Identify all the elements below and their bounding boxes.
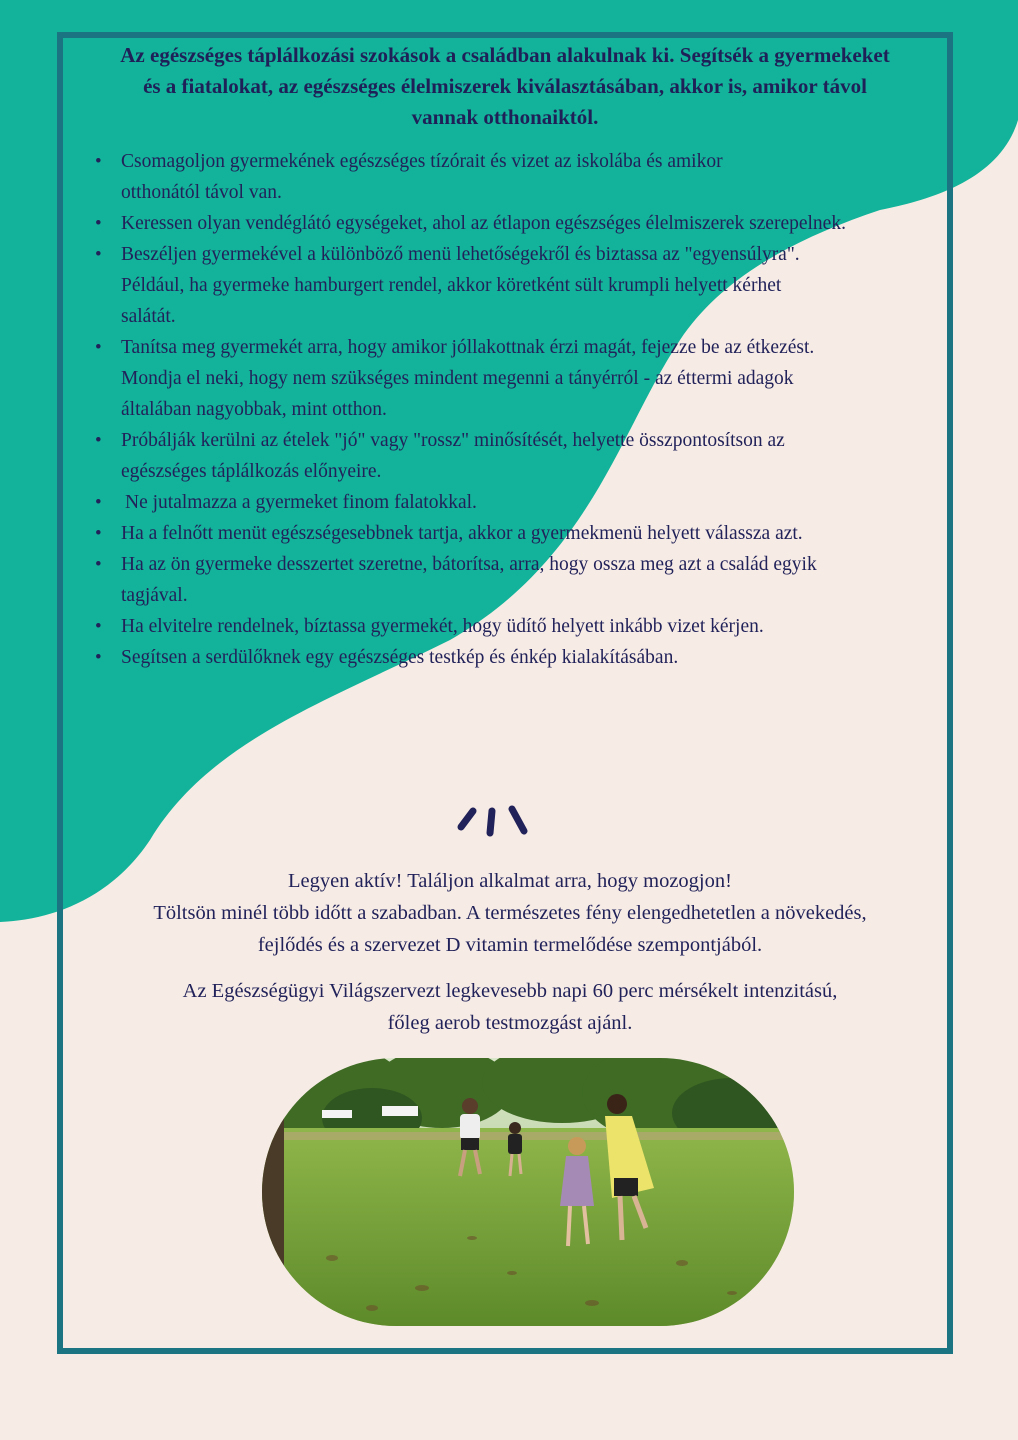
who-recommendation: [70, 975, 950, 1039]
who-line: főleg aerob testmozgást ajánl.: [387, 1012, 633, 1034]
list-item: • Tanítsa meg gyermekét arra, hogy amikor jóllakottnak érzi magát, fejezze be az étkezést. Mondja el neki, hogy nem szükséges mindent megenni a tányérról - az éttermi adagok általában nagyobbak, mint otthon.: [95, 332, 945, 425]
activity-paragraph: [70, 865, 950, 961]
intro-line: vannak otthonaiktól.: [411, 105, 599, 129]
intro-heading: [70, 40, 940, 133]
list-item: • Ha elvitelre rendelnek, bíztassa gyermekét, hogy üdítő helyett inkább vizet kérjen.: [95, 611, 945, 642]
list-item: • Ne jutalmazza a gyermeket finom falatokkal.: [95, 487, 945, 518]
list-item: • Segítsen a serdülőknek egy egészséges testkép és énkép kialakításában.: [95, 642, 945, 673]
family-park-photo: [262, 1058, 794, 1326]
list-item: • Csomagoljon gyermekének egészséges tízórait és vizet az iskolába és amikor otthonától távol van.: [95, 146, 945, 208]
intro-line: és a fiatalokat, az egészséges élelmiszerek kiválasztásában, akkor is, amikor távol: [143, 74, 867, 98]
list-item: • Beszéljen gyermekével a különböző menü lehetőségekről és biztassa az "egyensúlyra". Például, ha gyermeke hamburgert rendel, akkor köretként sült krumpli helyett kérhet salátát.: [95, 239, 945, 332]
activity-line: Legyen aktív! Találjon alkalmat arra, hogy mozogjon!: [288, 870, 732, 892]
list-item: • Ha az ön gyermeke desszertet szeretne, bátorítsa, arra, hogy ossza meg azt a család egyik tagjával.: [95, 549, 945, 611]
intro-line: Az egészséges táplálkozási szokások a családban alakulnak ki. Segítsék a gyermekeket: [120, 43, 890, 67]
list-item: • Próbálják kerülni az ételek "jó" vagy "rossz" minősítését, helyette összpontosítson az egészséges táplálkozás előnyeire.: [95, 425, 945, 487]
who-line: Az Egészségügyi Világszervezt legkevesebb napi 60 perc mérsékelt intenzitású,: [182, 980, 838, 1002]
list-item: • Ha a felnőtt menüt egészségesebbnek tartja, akkor a gyermekmenü helyett válassza azt.: [95, 518, 945, 549]
activity-line: fejlődés és a szervezet D vitamin termelődése szempontjából.: [257, 934, 763, 956]
accent-marks-icon: [455, 803, 535, 843]
activity-line: Töltsön minél több időtt a szabadban. A természetes fény elengedhetetlen a növekedés,: [153, 902, 867, 924]
list-item: • Keressen olyan vendéglátó egységeket, ahol az étlapon egészséges élelmiszerek szerepelnek.: [95, 208, 945, 239]
tips-list: [95, 146, 945, 673]
